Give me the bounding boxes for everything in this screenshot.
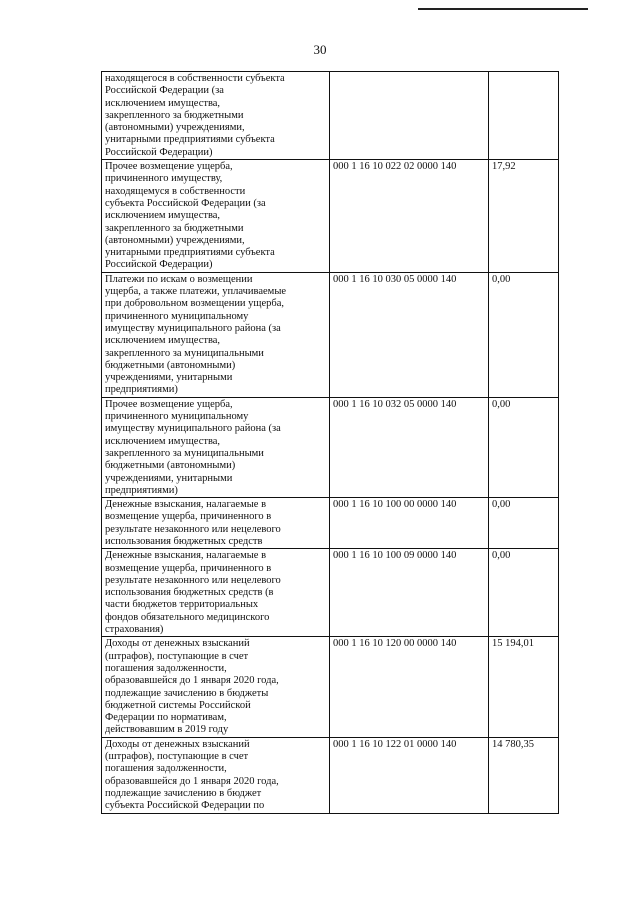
row-code: 000 1 16 10 032 05 0000 140 [330, 397, 489, 497]
row-code: 000 1 16 10 022 02 0000 140 [330, 160, 489, 273]
row-amount: 15 194,01 [489, 637, 559, 737]
row-amount: 0,00 [489, 272, 559, 397]
row-name: Денежные взыскания, налагаемые в возмещение ущерба, причиненного в результате незаконного или нецелевого использования бюджетных средств (в части бюджетов территориальных фондов обязательного медицинского страхования) [105, 550, 281, 636]
row-code: 000 1 16 10 030 05 0000 140 [330, 272, 489, 397]
table-row [102, 737, 559, 813]
row-amount: 17,92 [489, 160, 559, 273]
row-amount: 0,00 [489, 549, 559, 637]
row-name-cell [102, 72, 330, 160]
row-amount [489, 72, 559, 160]
row-code: 000 1 16 10 100 09 0000 140 [330, 549, 489, 637]
row-name-cell [102, 498, 330, 549]
row-name: Денежные взыскания, налагаемые в возмещение ущерба, причиненного в результате незаконного или нецелевого использования бюджетных средств [105, 499, 281, 547]
row-name: находящегося в собственности субъекта Российской Федерации (за исключением имущества, закрепленного за бюджетными (автономными) учреждениями, унитарными предприятиями субъекта Российской Федерации) [105, 73, 285, 158]
row-name: Доходы от денежных взысканий (штрафов), поступающие в счет погашения задолженности, образовавшейся до 1 января 2020 года, подлежащие зачислению в бюджеты бюджетной системы Российской Федерации по нормативам, действовавшим в 2019 году [105, 638, 279, 736]
table-row [102, 549, 559, 637]
row-name-cell [102, 637, 330, 737]
table-row [102, 397, 559, 497]
table-row [102, 637, 559, 737]
row-name-cell [102, 272, 330, 397]
table-row [102, 498, 559, 549]
row-name: Прочее возмещение ущерба, причиненного муниципальному имуществу муниципального района (за исключением имущества, закрепленного за муниципальными бюджетными (автономными) учреждениями, унитарными предприятиями) [105, 398, 281, 496]
row-code: 000 1 16 10 120 00 0000 140 [330, 637, 489, 737]
row-name: Платежи по искам о возмещении ущерба, а также платежи, уплачиваемые при добровольном возмещении ущерба, причиненного муниципальному имуществу муниципального района (за исключением имущества, закрепленного за муниципальными бюджетными (автономными) учреждениями, унитарными предприятиями) [105, 273, 287, 396]
row-code: 000 1 16 10 122 01 0000 140 [330, 737, 489, 813]
table-row [102, 272, 559, 397]
table-row [102, 160, 559, 273]
page-number: 30 [313, 42, 327, 57]
row-amount: 0,00 [489, 498, 559, 549]
row-amount: 14 780,35 [489, 737, 559, 813]
row-name-cell [102, 160, 330, 273]
row-code [330, 72, 489, 160]
top-rule [418, 8, 588, 10]
row-code: 000 1 16 10 100 00 0000 140 [330, 498, 489, 549]
row-name-cell [102, 737, 330, 813]
row-name-cell [102, 397, 330, 497]
row-name: Доходы от денежных взысканий (штрафов), поступающие в счет погашения задолженности, образовавшейся до 1 января 2020 года, подлежащие зачислению в бюджет субъекта Российской Федерации по [105, 738, 279, 812]
table-row [102, 72, 559, 160]
row-name: Прочее возмещение ущерба, причиненного имуществу, находящемуся в собственности субъекта Российской Федерации (за исключением имущества, закрепленного за бюджетными (автономными) учреждениями, унитарными предприятиями субъекта Российской Федерации) [105, 161, 275, 271]
row-name-cell [102, 549, 330, 637]
revenue-table [101, 71, 559, 814]
row-amount: 0,00 [489, 397, 559, 497]
